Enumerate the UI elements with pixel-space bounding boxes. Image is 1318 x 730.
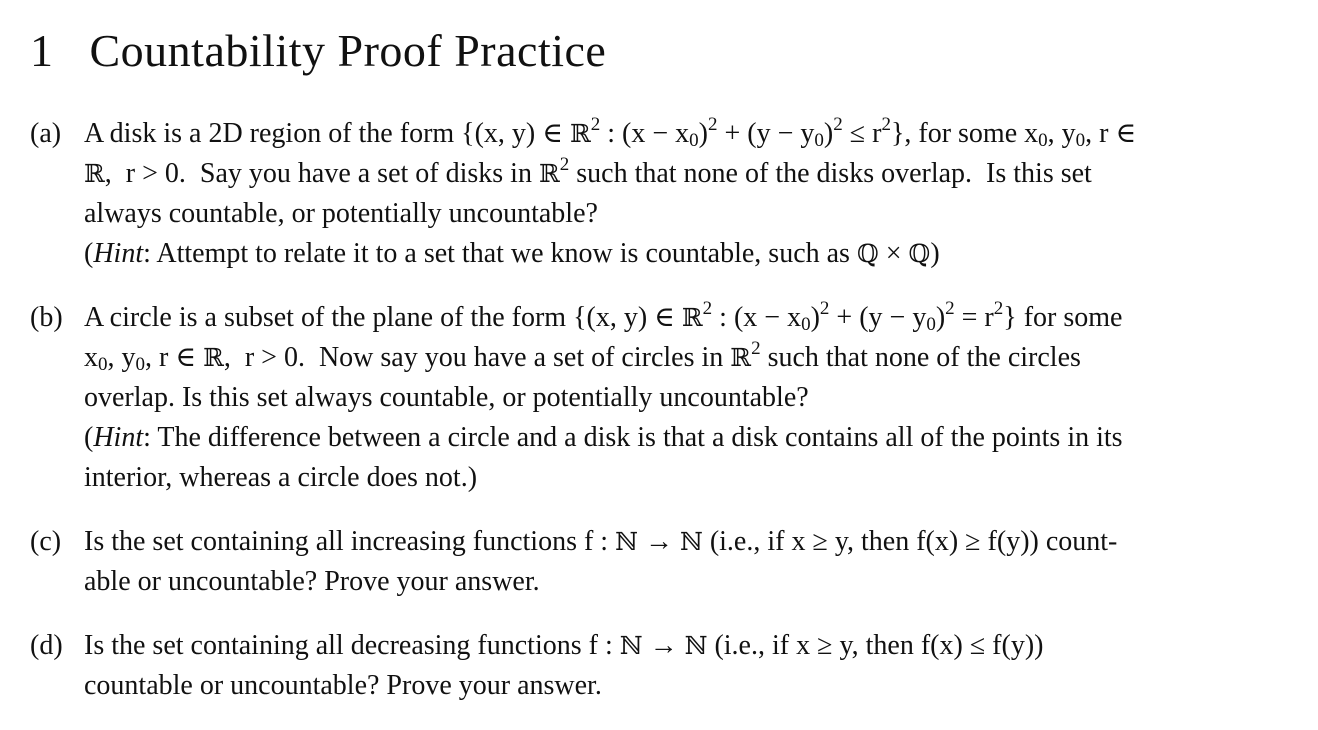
problem-text [84,114,1282,274]
text-part: ℚ [856,239,879,268]
text-part: 0 [689,130,699,151]
problem-line [84,298,1282,338]
problem-line [84,626,1282,666]
text-part: 2 [945,298,955,319]
problem-line [84,418,1282,458]
text-part: 2 [819,298,830,319]
text-part: ) [930,238,940,269]
problem-line [84,522,1282,562]
text-part: ℕ [615,527,638,556]
problem-a [30,114,1282,274]
text-part: ℝ [681,303,703,332]
problem-text [84,626,1282,706]
problem-b [30,298,1282,498]
text-part: ≤ r [842,118,882,149]
text-part: Hint [93,422,144,453]
text-part: : The difference between a circle and a disk is that a disk contains all of the points in its [143,422,1123,453]
text-part: = r [954,302,994,333]
text-part: 0 [814,130,824,151]
section-title: Countability Proof Practice [89,25,607,76]
text-part: + (y − y [717,118,815,149]
problem-line [84,378,1282,418]
text-part: x [84,342,98,373]
text-part: A circle is a subset of the plane of the form {(x, y) ∈ [84,302,682,333]
text-part: : (x − x [712,302,802,333]
problem-label: (c) [30,526,62,557]
problem-line [84,194,1282,234]
text-part: ℝ [203,343,224,372]
text-part: ℚ [908,239,931,268]
text-part: ) [935,302,946,333]
text-part: Is the set containing all decreasing functions f : [84,630,620,661]
problem-label: (b) [30,302,63,333]
text-part: A disk is a 2D region of the form {(x, y) ∈ [84,118,570,149]
text-part: ) [823,118,834,149]
problem-label: (a) [30,118,62,149]
problem-line [84,666,1282,706]
text-part: , y [107,342,136,373]
problem-line [84,338,1282,378]
text-part: (i.e., if x ≥ y, then f(x) ≤ f(y)) [707,630,1044,661]
problem-d [30,626,1282,706]
problem-line [84,114,1282,154]
problem-label: (d) [30,630,63,661]
problem-line [84,458,1282,498]
text-part: such that none of the disks overlap. Is this set [569,158,1092,189]
text-part: ( [84,422,94,453]
problem-text [84,298,1282,498]
text-part: ( [84,238,94,269]
section-heading [30,25,607,76]
text-part: Hint [93,238,144,269]
problem-line [84,562,1282,602]
text-part: always countable, or potentially uncountable? [84,198,598,229]
text-part: 2 [833,114,843,135]
text-part: ℕ [679,527,703,556]
text-part: 0 [926,314,936,335]
text-part: → [637,526,680,557]
text-part: : (x − x [600,118,690,149]
text-part: ℝ [538,159,560,188]
text-part: ℝ [84,159,105,188]
problem-line [84,234,1282,274]
text-part: , r > 0. Now say you have a set of circles in [223,342,731,373]
problem-c [30,522,1282,602]
text-part: ℝ [730,343,752,372]
text-part: }, for some x [890,118,1039,149]
text-part: ) [810,302,820,333]
text-part: 2 [702,298,713,319]
text-part: (i.e., if x ≥ y, then f(x) ≥ f(y)) count- [702,526,1118,557]
problem-text [84,522,1282,602]
text-part: 0 [98,354,108,375]
text-part: , r > 0. Say you have a set of disks in [104,158,539,189]
text-part: such that none of the circles [760,342,1081,373]
text-part: × [878,238,909,269]
text-part: ) [698,118,708,149]
text-part: 2 [590,114,601,135]
text-part: : Attempt to relate it to a set that we know is countable, such as [143,238,857,269]
problem-line [84,154,1282,194]
text-part: 2 [751,338,761,359]
text-part: , r ∈ [145,342,204,373]
text-part: interior, whereas a circle does not.) [84,462,478,493]
text-part: overlap. Is this set always countable, or potentially uncountable? [84,382,809,413]
text-part: ℕ [684,631,708,660]
text-part: → [642,630,685,661]
text-part: countable or uncountable? Prove your answer. [84,670,602,701]
text-part: 0 [1038,130,1048,151]
text-part: ℕ [619,631,643,660]
text-part: able or uncountable? Prove your answer. [84,566,540,597]
text-part: 2 [708,114,718,135]
text-part: + (y − y [829,302,927,333]
text-part: , r ∈ [1085,118,1137,149]
text-part: ℝ [569,119,591,148]
text-part: 0 [1075,130,1086,151]
text-part: 2 [993,298,1004,319]
text-part: 0 [135,354,145,375]
text-part: 2 [559,154,570,175]
text-part: Is the set containing all increasing functions f : [84,526,616,557]
text-part: } for some [1003,302,1123,333]
text-part: 2 [881,114,891,135]
text-part: 0 [801,314,811,335]
text-part: , y [1047,118,1076,149]
problem-list [30,114,1282,730]
section-number: 1 [30,25,54,76]
